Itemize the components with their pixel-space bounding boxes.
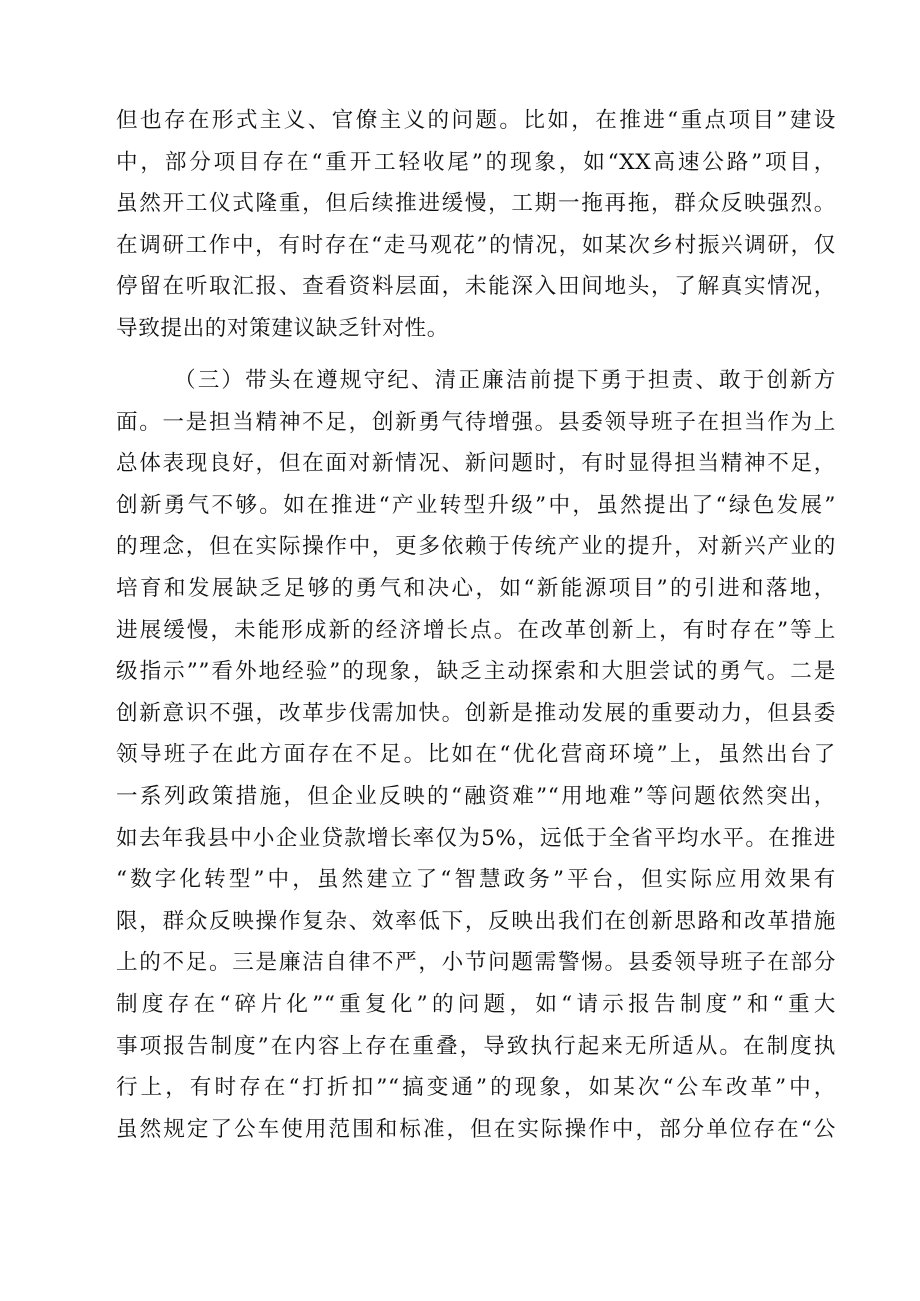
text-line: 面。一是担当精神不足，创新勇气待增强。县委领导班子在担当作为上: [116, 409, 836, 435]
paragraph-2: [116, 360, 836, 1150]
text-line: 一系列政策措施，但企业反映的“融资难”“用地难”等问题依然突出，: [116, 783, 836, 809]
text-line: 创新勇气不够。如在推进“产业转型升级”中，虽然提出了“绿色发展”: [116, 492, 836, 518]
text-line: 级指示””看外地经验”的现象，缺乏主动探索和大胆尝试的勇气。二是: [116, 659, 836, 685]
text-line: 事项报告制度”在内容上存在重叠，导致执行起来无所适从。在制度执: [116, 1033, 836, 1059]
text-line: 总体表现良好，但在面对新情况、新问题时，有时显得担当精神不足，: [116, 451, 836, 477]
text-line: 领导班子在此方面存在不足。比如在“优化营商环境”上，虽然出台了: [116, 742, 836, 768]
text-line: 导致提出的对策建议缺乏针对性。: [116, 315, 449, 341]
text-line: 虽然规定了公车使用范围和标准，但在实际操作中，部分单位存在“公: [116, 1116, 836, 1142]
section-heading-line: （三）带头在遵规守纪、清正廉洁前提下勇于担责、敢于创新方: [174, 368, 836, 393]
text-line: 制度存在“碎片化”“重复化”的问题，如“请示报告制度”和“重大: [116, 991, 836, 1017]
text-line: 创新意识不强，改革步伐需加快。创新是推动发展的重要动力，但县委: [116, 700, 836, 726]
text-line: 停留在听取汇报、查看资料层面，未能深入田间地头，了解真实情况，: [116, 274, 836, 300]
text-line: 但也存在形式主义、官僚主义的问题。比如，在推进“重点项目”建设: [116, 108, 836, 133]
text-line: 中，部分项目存在“重开工轻收尾”的现象，如“XX高速公路”项目，: [116, 149, 836, 175]
text-line: 行上，有时存在“打折扣”“搞变通”的现象，如某次“公车改革”中，: [116, 1075, 836, 1101]
text-line: 如去年我县中小企业贷款增长率仅为5%，远低于全省平均水平。在推进: [116, 825, 836, 851]
text-line: 培育和发展缺乏足够的勇气和决心，如“新能源项目”的引进和落地，: [116, 575, 836, 601]
text-line: 虽然开工仪式隆重，但后续推进缓慢，工期一拖再拖，群众反映强烈。: [116, 191, 836, 217]
text-line: “数字化转型”中，虽然建立了“智慧政务”平台，但实际应用效果有: [116, 867, 836, 893]
text-line: 进展缓慢，未能形成新的经济增长点。在改革创新上，有时存在”等上: [116, 617, 836, 643]
paragraph-1: [116, 100, 836, 350]
text-line: 上的不足。三是廉洁自律不严，小节问题需警惕。县委领导班子在部分: [116, 950, 836, 976]
text-line: 的理念，但在实际操作中，更多依赖于传统产业的提升，对新兴产业的: [116, 534, 836, 560]
text-line: 在调研工作中，有时存在“走马观花”的情况，如某次乡村振兴调研，仅: [116, 232, 836, 258]
text-line: 限，群众反映操作复杂、效率低下，反映出我们在创新思路和改革措施: [116, 908, 836, 934]
